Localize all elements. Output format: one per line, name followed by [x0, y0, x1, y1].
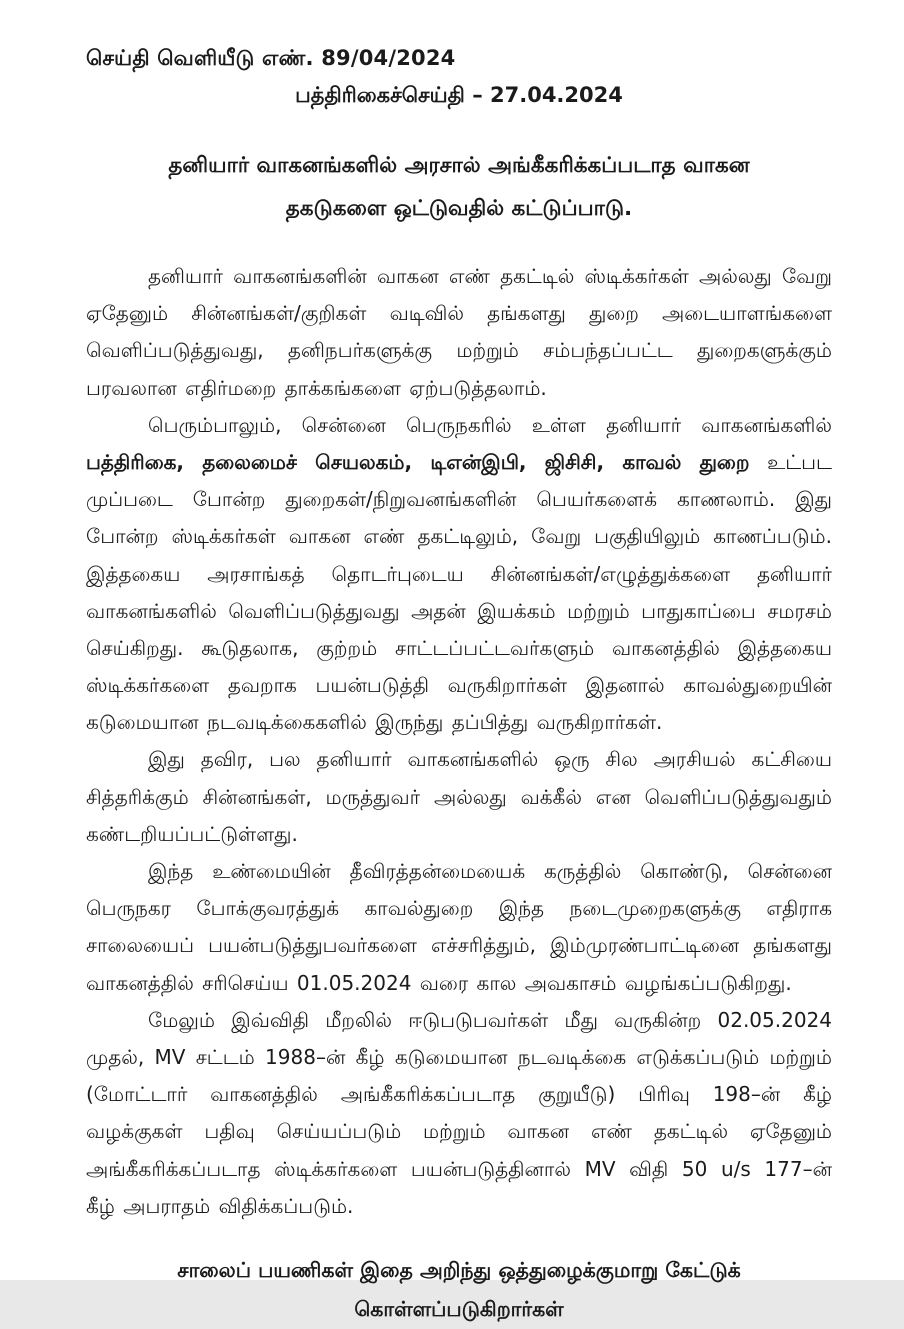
- press-date-line: பத்திரிகைச்செய்தி – 27.04.2024: [295, 83, 623, 107]
- document-title-line1: தனியார் வாகனங்களில் அரசால் அங்கீகரிக்கப்படாத வாகன: [168, 153, 750, 178]
- document-title: [96, 144, 822, 230]
- document-title-line2: தகடுகளை ஒட்டுவதில் கட்டுப்பாடு.: [285, 196, 633, 221]
- paragraph-1: தனியார் வாகனங்களின் வாகன எண் தகட்டில் ஸ்டிக்கர்கள் அல்லது வேறு ஏதேனும் சின்னங்கள்/குறிகள் வடிவில் தங்களது துறை அடையாளங்களை வெளிப்படுத்துவது, தனிநபர்களுக்கு மற்றும் சம்பந்தப்பட்ட துறைகளுக்கும் பரவலான எதிர்மறை தாக்கங்களை ஏற்படுத்தலாம்.: [86, 264, 832, 400]
- paragraph-3: இது தவிர, பல தனியார் வாகனங்களில் ஒரு சில அரசியல் கட்சியை சித்தரிக்கும் சின்னங்கள், மருத்துவர் அல்லது வக்கீல் என வெளிப்படுத்துவதும் கண்டறியப்பட்டுள்ளது.: [86, 747, 832, 846]
- paragraph-5: மேலும் இவ்விதி மீறலில் ஈடுபடுபவர்கள் மீது வருகின்ற 02.05.2024 முதல், MV சட்டம் 1988–ன் கீழ் கடுமையான நடவடிக்கை எடுக்கப்படும் மற்றும் (மோட்டார் வாகனத்தில் அங்கீகரிக்கப்படாத குறுயீடு) பிரிவு 198–ன் கீழ் வழக்குகள் பதிவு செய்யப்படும் மற்றும் வாகன எண் தகட்டில் ஏதேனும் அங்கீகரிக்கப்படாத ஸ்டிக்கர்களை பயன்படுத்தினால் MV விதி 50 u/s 177–ன் கீழ் அபராதம் விதிக்கப்படும்.: [86, 1007, 832, 1218]
- paragraph-2-rest: உட்பட முப்படை போன்ற துறைகள்/நிறுவனங்களின் பெயர்களைக் காணலாம். இது போன்ற ஸ்டிக்கர்கள் வாகன எண் தகட்டிலும், வேறு பகுதியிலும் காணப்படும். இத்தகைய அரசாங்கத் தொடர்புடைய சின்னங்கள்/எழுத்துக்களை தனியார் வாகனங்களில் வெளிப்படுத்துவது அதன் இயக்கம் மற்றும் பாதுகாப்பை சமரசம் செய்கிறது. கூடுதலாக, குற்றம் சாட்டப்பட்டவர்களும் வாகனத்தில் இத்தகைய ஸ்டிக்கர்களை தவறாக பயன்படுத்தி வருகிறார்கள் இதனால் காவல்துறையின் கடுமையான நடவடிக்கைகளில் இருந்து தப்பித்து வருகிறார்கள்.: [86, 449, 832, 735]
- paragraph-2: [86, 407, 832, 742]
- closing-line1: சாலைப் பயணிகள் இதை அறிந்து ஒத்துழைக்குமாறு கேட்டுக்: [177, 1257, 741, 1282]
- closing-appeal: [126, 1251, 792, 1329]
- paragraph-2-start: பெரும்பாலும், சென்னை பெருநகரில் உள்ள தனியார் வாகனங்களில்: [148, 412, 832, 437]
- paragraph-4: இந்த உண்மையின் தீவிரத்தன்மையைக் கருத்தில் கொண்டு, சென்னை பெருநகர போக்குவரத்துக் காவல்துறை இந்த நடைமுறைகளுக்கு எதிராக சாலையைப் பயன்படுத்துபவர்களை எச்சரித்தும், இம்முரண்பாட்டினை தங்களது வாகனத்தில் சரிசெய்ய 01.05.2024 வரை கால அவகாசம் வழங்கப்படுகிறது.: [86, 859, 832, 995]
- release-number-line: செய்தி வெளியீடு எண். 89/04/2024: [86, 46, 456, 70]
- closing-line2: கொள்ளப்படுகிறார்கள்: [354, 1296, 564, 1321]
- paragraph-2-bold-departments: பத்திரிகை, தலைமைச் செயலகம், டிஎன்இபி, ஜிசிசி, காவல் துறை: [86, 449, 750, 474]
